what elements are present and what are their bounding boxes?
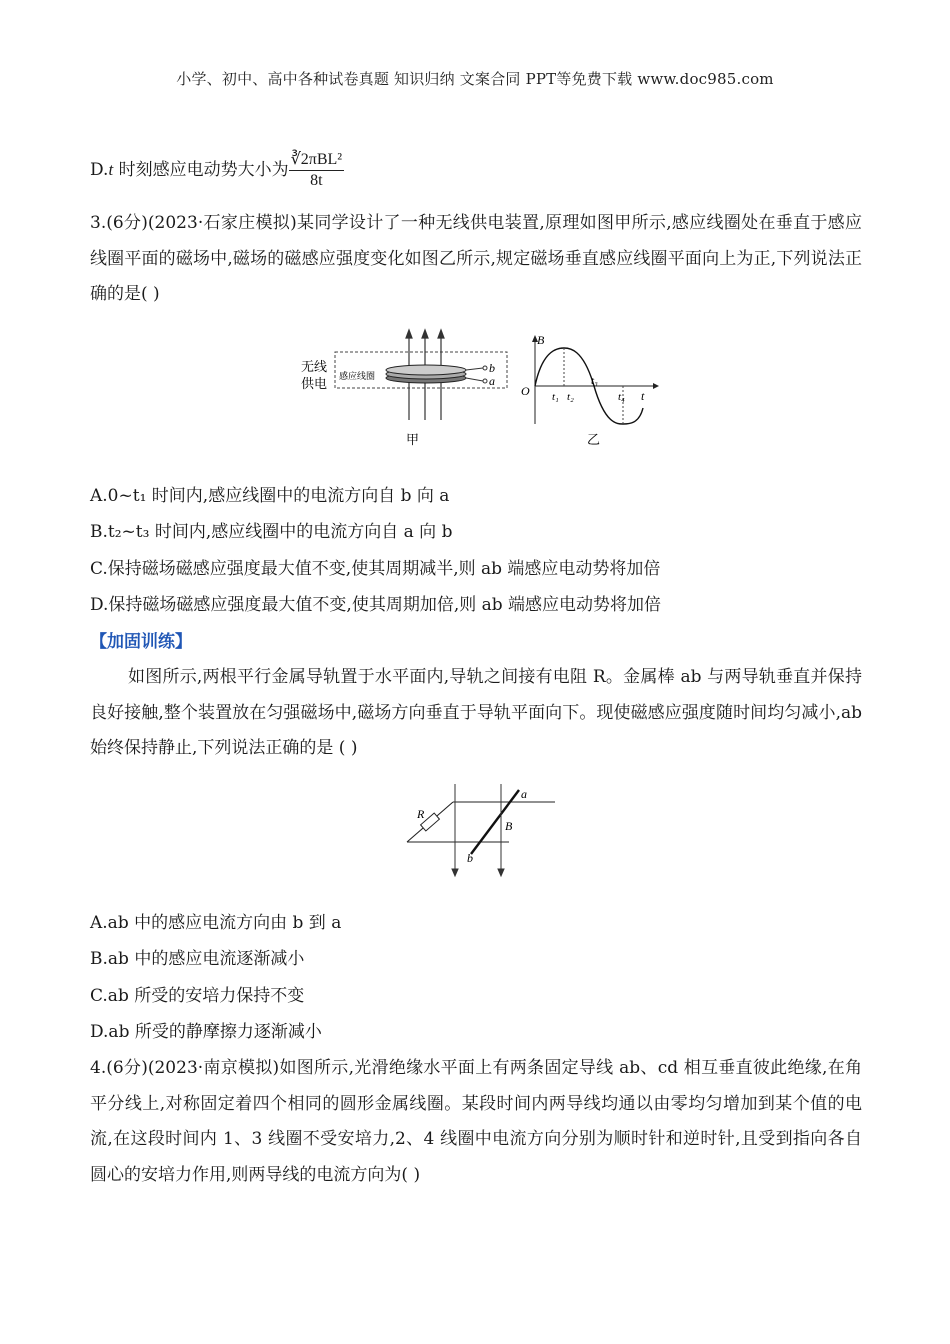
question-4-stem: 4.(6分)(2023·南京模拟)如图所示,光滑绝缘水平面上有两条固定导线 ab、cd 相互垂直彼此绝缘,在角平分线上,对称固定着四个相同的圆形金属线圈。某段时间内两导线均通以由零均匀增加到某个值的电流,在这段时间内 1、3 线圈不受安培力,2、4 线圈中电流方向分别为顺时针和逆时针,且受到指向各自圆心的安培力作用,则两导线的电流方向为( )	[90, 1058, 862, 1185]
option-prefix: D.	[90, 160, 109, 180]
label-a: a	[489, 374, 495, 388]
label-coil: 感应线圈	[339, 371, 376, 381]
label-B: B	[505, 819, 513, 833]
option-text: 时刻感应电动势大小为	[113, 160, 289, 180]
rail-figure	[405, 780, 557, 878]
question-3-stem: 3.(6分)(2023·石家庄模拟)某同学设计了一种无线供电装置,原理如图甲所示,感应线圈处在垂直于感应线圈平面的磁场中,磁场的磁感应强度变化如图乙所示,规定磁场垂直感应线圈平面向上为正,下列说法正确的是( )	[90, 213, 862, 304]
caption-yi: 乙	[587, 432, 601, 447]
tick-t4: t₄	[618, 391, 625, 403]
q3-option-c: C.保持磁场磁感应强度最大值不变,使其周期减半,则 ab 端感应电动势将加倍	[90, 559, 661, 579]
tick-t2: t₂	[567, 391, 574, 403]
label-b: b	[489, 361, 495, 375]
field-lines-down	[452, 784, 504, 876]
training-option-b: B.ab 中的感应电流逐渐减小	[90, 949, 305, 969]
training-option-a: A.ab 中的感应电流方向由 b 到 a	[90, 913, 342, 933]
q3-figure	[295, 328, 660, 450]
q3-option-a: A.0~t₁ 时间内,感应线圈中的电流方向自 b 向 a	[90, 486, 450, 506]
training-title: 【加固训练】	[90, 632, 192, 652]
emf-fraction	[289, 150, 345, 191]
axis-label-t: t	[641, 389, 645, 403]
label-a: a	[521, 787, 527, 801]
axis-label-B: B	[537, 333, 545, 347]
label-wireless: 无线	[301, 359, 328, 374]
training-stem: 如图所示,两根平行金属导轨置于水平面内,导轨之间接有电阻 R。金属棒 ab 与两导轨垂直并保持良好接触,整个装置放在匀强磁场中,磁场方向垂直于导轨平面向下。现使磁感应强度随时间均匀减小,ab 始终保持静止,下列说法正确的是 ( )	[90, 667, 862, 758]
page-header: 小学、初中、高中各种试卷真题 知识归纳 文案合同 PPT等免费下载 www.doc985.com	[176, 70, 774, 88]
training-option-d: D.ab 所受的静摩擦力逐渐减小	[90, 1022, 322, 1042]
q3-option-b: B.t₂~t₃ 时间内,感应线圈中的电流方向自 a 向 b	[90, 522, 453, 542]
label-supply: 供电	[301, 376, 328, 391]
fraction-numerator: ∛2πBL²	[289, 150, 345, 171]
tick-t1: t₁	[552, 391, 559, 403]
coil-shape	[386, 365, 466, 383]
label-b: b	[467, 851, 473, 865]
training-option-c: C.ab 所受的安培力保持不变	[90, 986, 305, 1006]
q2-option-d	[90, 150, 344, 191]
axis-label-O: O	[521, 384, 530, 398]
q3-option-d: D.保持磁场磁感应强度最大值不变,使其周期加倍,则 ab 端感应电动势将加倍	[90, 595, 662, 615]
fraction-denominator: 8t	[310, 172, 323, 189]
label-R: R	[417, 807, 425, 821]
var-t: t	[108, 160, 114, 179]
caption-jia: 甲	[406, 432, 420, 447]
tick-t3: t₃	[591, 375, 598, 387]
